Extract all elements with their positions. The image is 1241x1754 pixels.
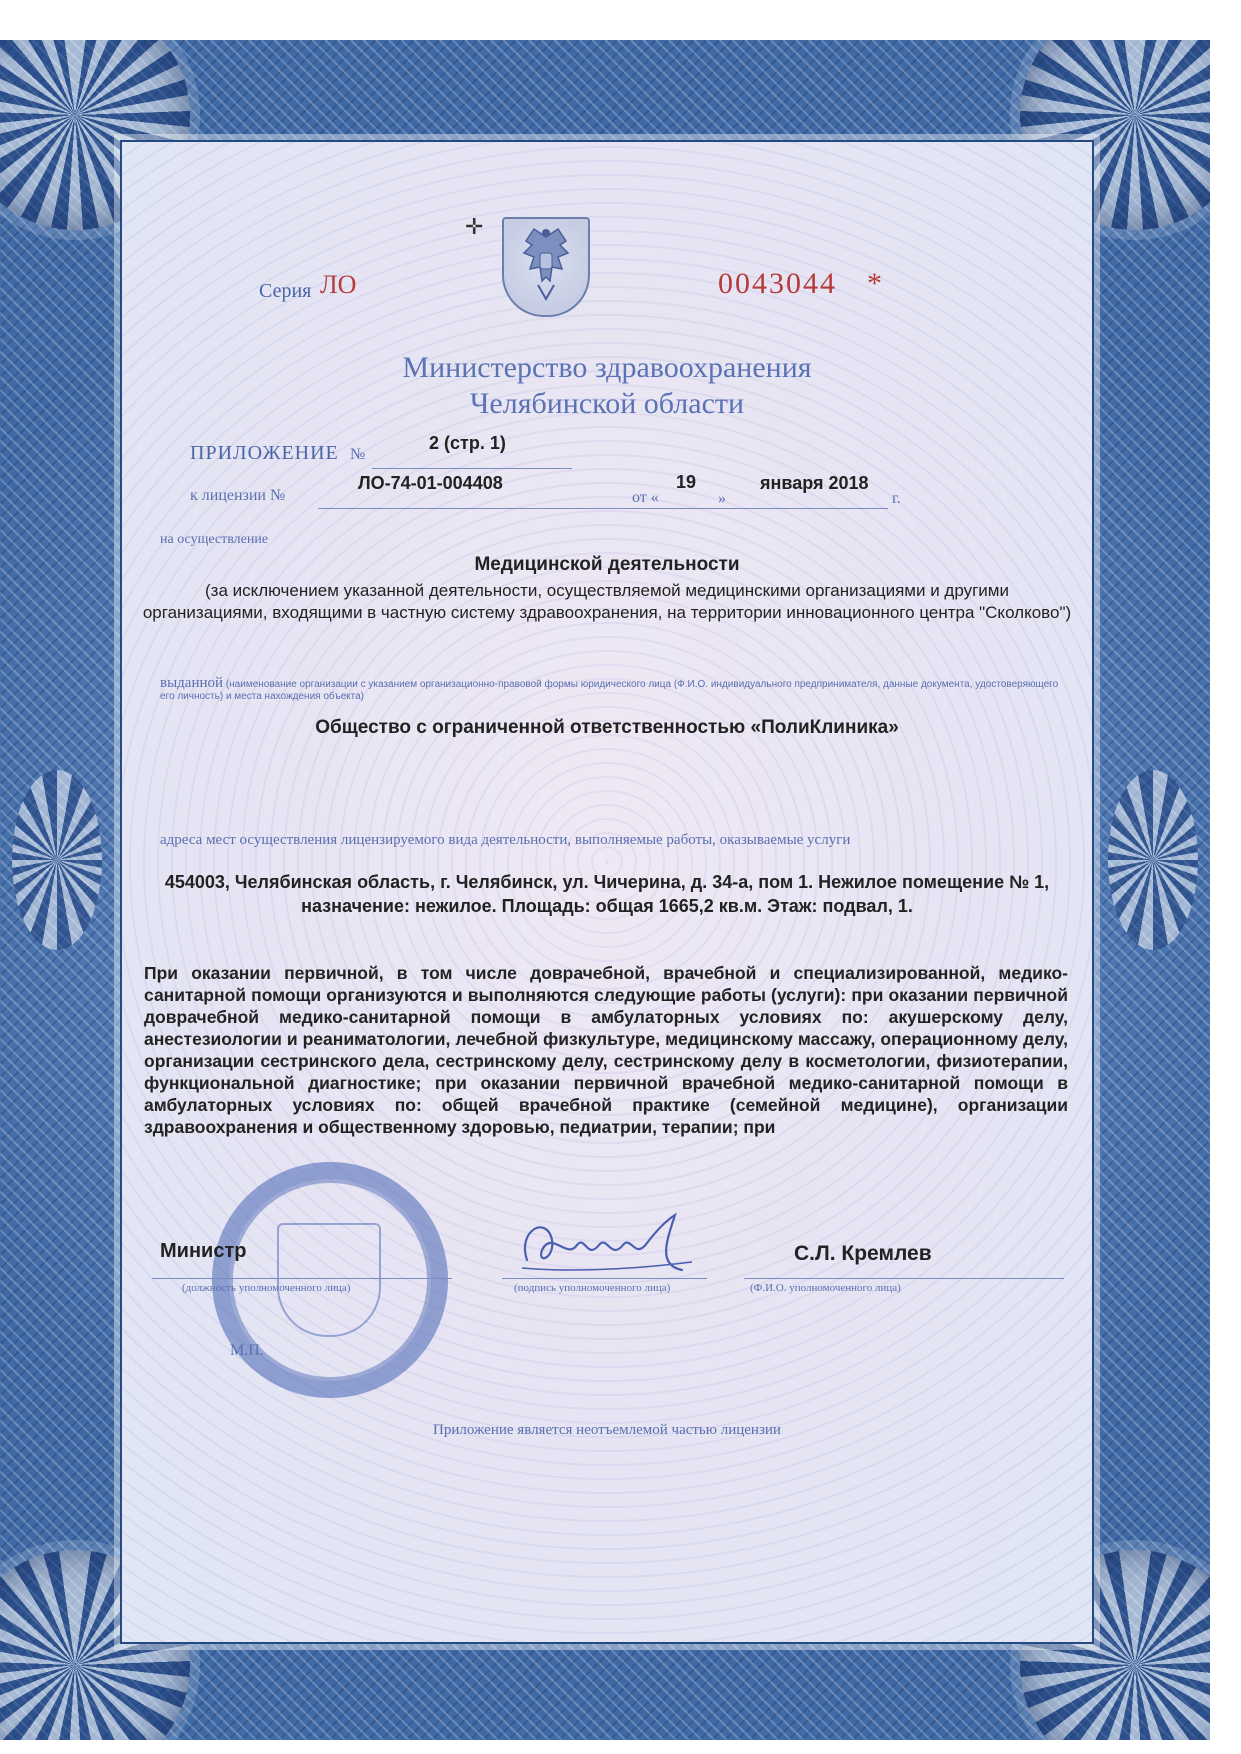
name-line bbox=[744, 1278, 1064, 1279]
activity-note: (за исключением указанной деятельности, осуществляемой медицинскими организациями и другими организациями, входящими в частную систему здравоохранения, на территории инновационного центра "Сколково") bbox=[142, 581, 1072, 622]
series-label: Серия bbox=[259, 280, 312, 302]
position-caption: (должность уполномоченного лица) bbox=[182, 1282, 351, 1294]
seal-emblem-icon bbox=[277, 1223, 381, 1337]
license-no-sign: № bbox=[270, 487, 286, 504]
appendix-line bbox=[372, 468, 572, 469]
signer-position: Министр bbox=[160, 1240, 247, 1262]
signature-line bbox=[502, 1278, 707, 1279]
day-line bbox=[662, 508, 718, 509]
handwritten-signature bbox=[507, 1210, 707, 1280]
appendix-value: 2 (стр. 1) bbox=[429, 433, 506, 453]
cursor-icon: ✛ bbox=[465, 214, 484, 239]
month-line bbox=[722, 508, 888, 509]
issued-to-label-note: (наименование организации с указанием организационно-правовой формы юридического лица (Ф.И.О. индивидуального предпринимателя, данные документа, удостоверяющего его личность) и места нахождения объекта) bbox=[160, 679, 1059, 702]
license-sheet bbox=[0, 40, 1210, 1740]
date-quote-close: » bbox=[718, 490, 726, 507]
organization-name: Общество с ограниченной ответственностью «ПолиКлиника» bbox=[315, 717, 899, 738]
appendix-label: ПРИЛОЖЕНИЕ bbox=[190, 442, 339, 464]
issued-to-label bbox=[160, 677, 1060, 703]
services-text: При оказании первичной, в том числе доврачебной, врачебной и специализированной, медико-санитарной помощи организуются и выполняются следующие работы (услуги): при оказании первичной доврачебной медико-санитарной помощи в амбулаторных условиях по: акушерскому делу, анестезиологии и реаниматологии, лечебной физкультуре, медицинскому массажу, операционному делу, организации сестринского дела, сестринскому делу, сестринскому делу в косметологии, физиотерапии, функциональной диагностике; при оказании первичной врачебной медико-санитарной помощи в амбулаторных условиях по: общей врачебной практике (семейной медицине), организации здравоохранения и общественному здоровью, педиатрии, терапии; при bbox=[144, 963, 1068, 1137]
official-seal-stamp bbox=[212, 1162, 448, 1398]
license-day: 19 bbox=[676, 472, 697, 492]
signature-caption: (подпись уполномоченного лица) bbox=[514, 1282, 671, 1294]
ornament-medal bbox=[1108, 770, 1198, 950]
date-from-label: от « bbox=[632, 489, 659, 506]
appendix-no-sign: № bbox=[350, 446, 366, 463]
position-line bbox=[152, 1278, 452, 1279]
form-number: 0043044 bbox=[718, 267, 837, 300]
activity-title: Медицинской деятельности bbox=[474, 554, 740, 575]
license-number: ЛО-74-01-004408 bbox=[358, 473, 503, 493]
ministry-line-2: Челябинской области bbox=[469, 387, 745, 420]
signer-name: С.Л. Кремлев bbox=[794, 1242, 932, 1265]
name-caption: (Ф.И.О. уполномоченного лица) bbox=[750, 1282, 901, 1294]
issued-to-label-word: выданной bbox=[160, 675, 224, 691]
address-text: 454003, Челябинская область, г. Челябинск, ул. Чичерина, д. 34-а, пом 1. Нежилое помещение № 1, назначение: нежилое. Площадь: общая 1665,2 кв.м. Этаж: подвал, 1. bbox=[164, 872, 1050, 916]
ministry-line-1: Министерство здравоохранения bbox=[402, 351, 812, 384]
footer-note: Приложение является неотъемлемой частью лицензии bbox=[433, 1422, 781, 1438]
stamp-place-label: М.П. bbox=[230, 1342, 264, 1359]
license-month-year: января 2018 bbox=[760, 473, 869, 493]
document-body bbox=[120, 140, 1094, 1644]
license-label-text: к лицензии bbox=[190, 487, 266, 504]
year-suffix: г. bbox=[892, 490, 901, 507]
license-label bbox=[190, 487, 285, 505]
series-value: ЛО bbox=[320, 270, 357, 299]
ornament-medal bbox=[12, 770, 102, 950]
star-mark: * bbox=[867, 267, 882, 300]
activity-label: на осуществление bbox=[160, 532, 269, 547]
coat-of-arms-icon bbox=[502, 217, 590, 317]
address-label: адреса мест осуществления лицензируемого вида деятельности, выполняемые работы, оказываемые услуги bbox=[160, 832, 851, 848]
ministry-title bbox=[122, 350, 1092, 422]
